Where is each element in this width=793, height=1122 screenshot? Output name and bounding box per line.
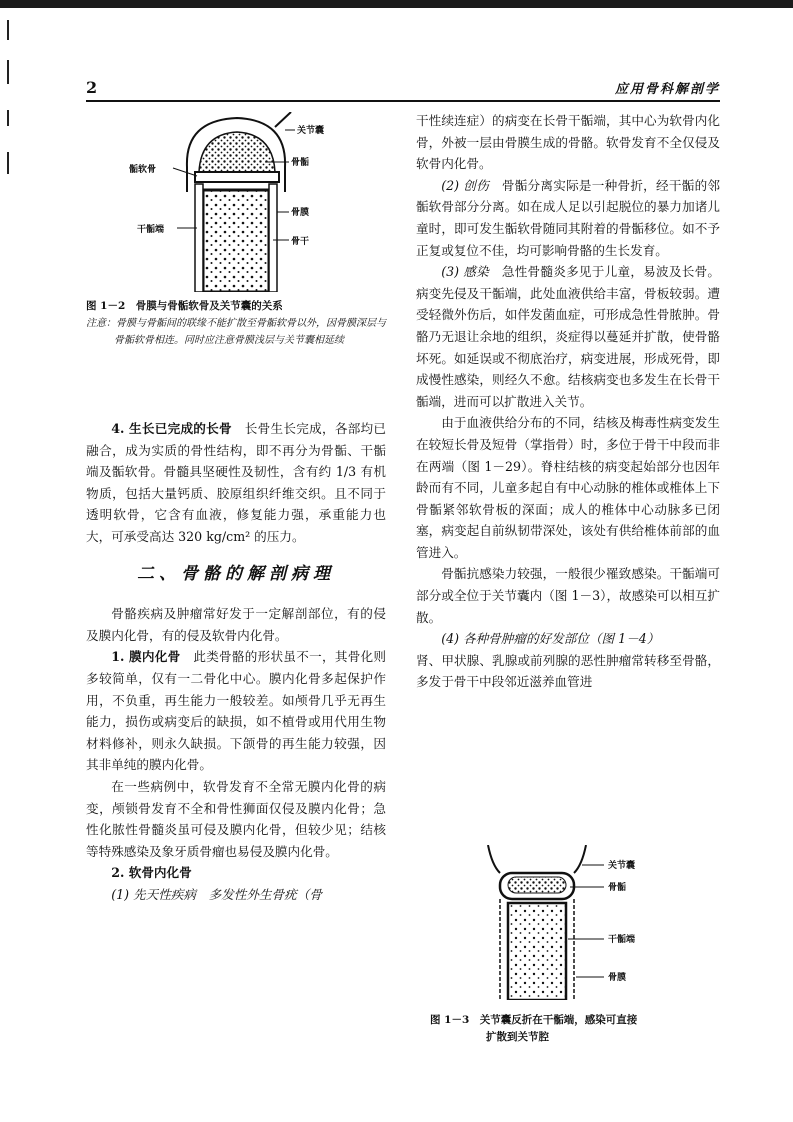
- paragraph: 4. 生长已完成的长骨 长骨生长完成，各部均已融合，成为实质的骨性结构，即不再分为骨骺、干骺端及骺软骨。骨髓具坚硬性及韧性，含有约 1/3 有机物质，包括大量钙质、胶原组织纤维交织。且不同于透明软骨，它含有血液，修复能力强，承重能力也大，可承受高达 320 kg/cm² 的压力。: [86, 421, 387, 544]
- page-header: [86, 74, 720, 102]
- figure-1-2-note: 注意：骨膜与骨骺间的联缘不能扩散至骨骺软骨以外，因骨膜深层与骨骺软骨相连。同时应注意骨膜浅层与关节囊相延续: [86, 318, 386, 346]
- label-diaphysis: 骨干: [291, 237, 310, 247]
- label-metaphysis: 干骺端: [137, 225, 165, 235]
- paragraph: (2) 创伤 骨骺分离实际是一种骨折，经干骺的邻骺软骨部分分离。如在成人足以引起脱位的暴力加诸儿童时，即可发生骺软骨随同其附着的骨骺移位。如不予正复或复位不佳，均可影响骨骼的生长发育。: [416, 177, 721, 258]
- page-number: 2: [86, 78, 98, 97]
- paragraph: (1) 先天性疾病 多发性外生骨疣（骨: [111, 886, 322, 902]
- paragraph: 干性续连症）的病变在长骨干骺端，其中心为软骨内化骨，外被一层由骨膜生成的骨骼。软骨发育不全仅侵及软骨内化骨。: [416, 113, 720, 172]
- label-joint-capsule: 关节囊: [297, 126, 325, 136]
- figure-1-3-caption: 图 1－3 关节囊反折在干骺端，感染可直接: [430, 1014, 638, 1026]
- paragraph: 在一些病例中，软骨发育不全常无膜内化骨的病变，颅锁骨发育不全和骨性狮面仅侵及膜内化骨；急性化脓性骨髓炎虽可侵及膜内化骨，但较少见；结核等特殊感染及象牙质骨瘤也易侵及膜内化骨。: [86, 778, 386, 859]
- paragraph: (3) 感染 急性骨髓炎多见于儿童，易波及长骨。病变先侵及干骺端，此处血液供给丰富，骨板较弱。遭受轻微外伤后，如伴发菌血症，可形成急性骨脓肿。骨骼乃无退让余地的组织，炎症得以蔓延并扩散，使骨骼坏死。如延误或不彻底治疗，病变进展，形成死骨，即成慢性感染，则经久不愈。结核病变也多发生在长骨干骺端，进而可以扩散进入关节。: [416, 264, 721, 409]
- paragraph-heading: (4) 各种骨肿瘤的好发部位（图 1－4）: [441, 631, 660, 647]
- scan-edge-top: [0, 0, 793, 8]
- paragraph-heading: 2. 软骨内化骨: [111, 865, 192, 881]
- running-title: 应用骨科解剖学: [614, 82, 720, 97]
- right-column: [416, 110, 720, 693]
- paragraph: 骨骼疾病及肿瘤常好发于一定解剖部位，有的侵及膜内化骨，有的侵及软骨内化骨。: [86, 606, 386, 643]
- figure-1-3-caption-cont: 扩散到关节腔: [486, 1031, 549, 1043]
- section-heading: 二、骨骼的解剖病理: [137, 563, 335, 584]
- label-joint-capsule: 关节囊: [608, 861, 636, 871]
- label-epiphyseal-cartilage: 骺软骨: [129, 165, 157, 175]
- left-column: [86, 418, 386, 905]
- label-periosteum: 骨膜: [291, 208, 310, 218]
- label-periosteum: 骨膜: [608, 973, 627, 983]
- scan-edge-mark: [7, 110, 9, 126]
- figure-1-2-caption: 图 1－2 骨膜与骨骺软骨及关节囊的关系: [86, 300, 283, 312]
- paragraph: 1. 膜内化骨 此类骨骼的形状虽不一，其骨化则多较简单，仅有一二骨化中心。膜内化骨多起保护作用，不负重，再生能力一般较差。如颅骨几乎无再生能力，损伤或病变后的缺损，如不植骨或用代用生物材料修补，则永久缺损。下颌骨的再生能力较强，因其非单纯的膜内化骨。: [86, 649, 387, 773]
- scan-edge-mark: [7, 60, 9, 84]
- figure-1-3-caption-block: [430, 1012, 730, 1046]
- label-epiphysis: 骨骺: [291, 158, 310, 168]
- figure-1-2-caption-block: [86, 298, 386, 349]
- paragraph-heading: 1. 膜内化骨: [111, 649, 181, 665]
- figure-1-3-diagram: [478, 845, 678, 1000]
- label-metaphysis: 干骺端: [608, 935, 636, 945]
- label-epiphysis: 骨骺: [608, 883, 627, 893]
- paragraph-heading: (3) 感染: [441, 264, 489, 280]
- scan-edge-mark: [7, 20, 9, 40]
- paragraph-heading: 4. 生长已完成的长骨: [111, 421, 232, 436]
- paragraph: 由于血液供给分布的不同，结核及梅毒性病变发生在较短长骨及短骨（掌指骨）时，多位于骨干中段而非在两端（图 1－29）。脊柱结核的病变起始部分也因年龄而有不同，儿童多起自有中心动脉的椎体或椎体上下骨骺紧邻软骨板的深面；成人的椎体中心动脉多已闭塞，病变起自前纵韧带深处，该处有供给椎体前部的血管进入。: [416, 415, 720, 560]
- paragraph-heading: (2) 创伤: [441, 177, 489, 193]
- paragraph: 骨骺抗感染力较强，一般很少罹致感染。干骺端可部分或全位于关节囊内（图 1－3），故感染可以相互扩散。: [416, 566, 720, 625]
- scan-edge-mark: [7, 152, 9, 174]
- figure-1-2-diagram: [115, 112, 355, 292]
- paragraph: 肾、甲状腺、乳腺或前列腺的恶性肿瘤常转移至骨骼，多发于骨干中段邻近滋养血管进: [416, 652, 720, 690]
